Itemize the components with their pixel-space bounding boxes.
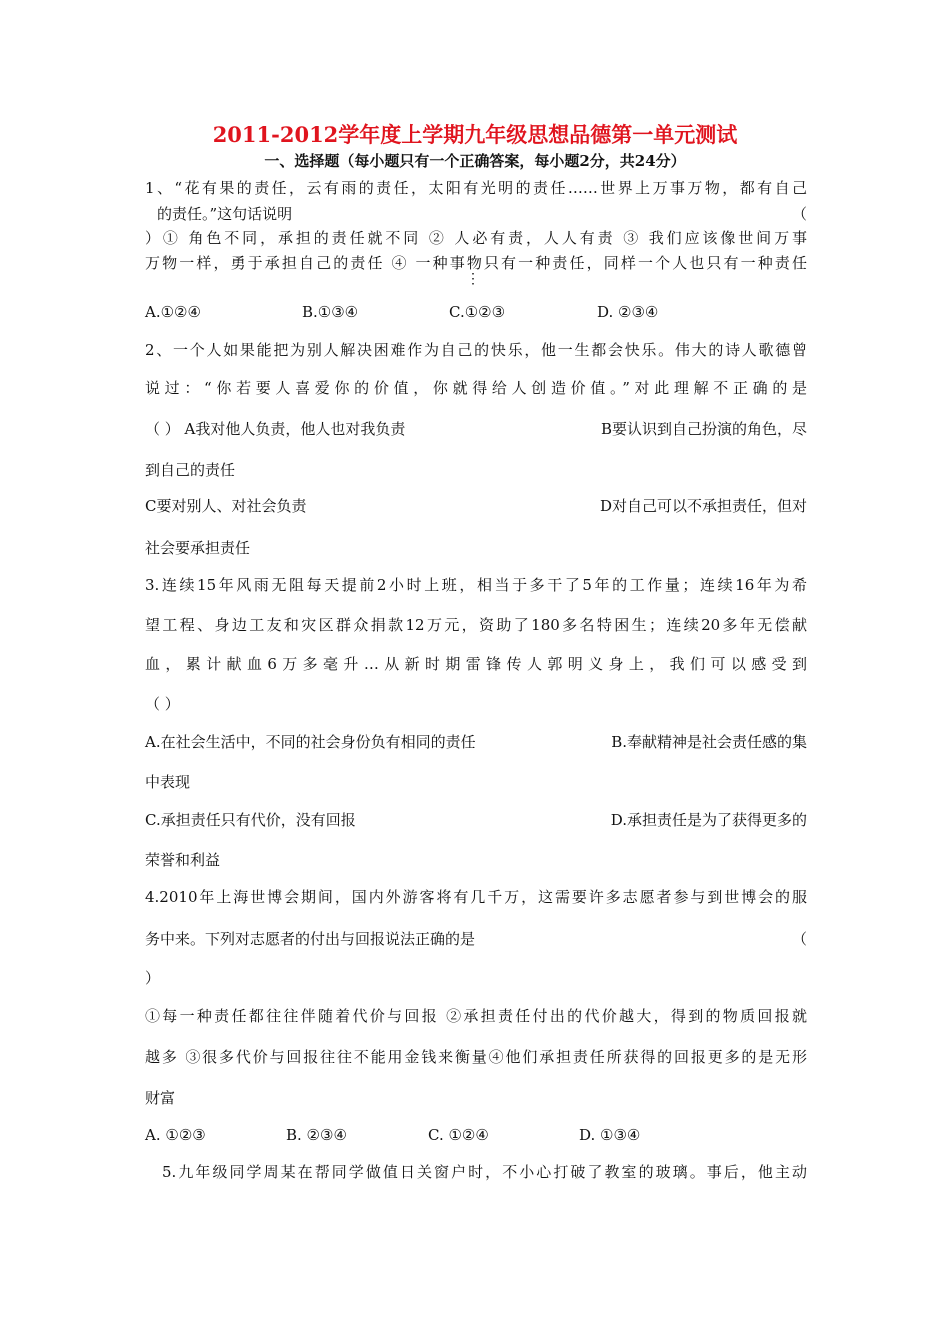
q4-option-c: C. ①②④ <box>428 1126 489 1144</box>
q3-line-8: 荣誉和利益 <box>145 851 221 869</box>
q3-option-b: B.奉献精神是社会责任感的集 <box>611 733 807 751</box>
exam-title: 2011-2012学年度上学期九年级思想品德第一单元测试 <box>212 122 738 147</box>
q3-line-3: 血，累计献血6万多毫升…从新时期雷锋传人郭明义身上，我们可以感受到 <box>145 655 807 673</box>
q2-option-c: C要对别人、对社会负责 <box>145 497 307 515</box>
q1-option-a: A.①②④ <box>145 303 201 321</box>
q4-answer-paren: （ <box>791 930 807 948</box>
q3-line-4: （ ） <box>145 695 180 713</box>
q4-line-5: 越多 ③很多代价与回报往往不能用金钱来衡量④他们承担责任所获得的回报更多的是无形 <box>145 1048 807 1066</box>
q4-line-3: ） <box>145 969 161 987</box>
q1-line-2 <box>145 203 807 225</box>
q2-line-1: 2、一个人如果能把为别人解决困难作为自己的快乐，他一生都会快乐。伟大的诗人歌德曾 <box>145 341 807 359</box>
q2-option-d: D对自己可以不承担责任，但对 <box>599 497 807 515</box>
q3-line-5 <box>145 731 807 753</box>
q2-line-5 <box>145 495 807 517</box>
q4-line-4: ①每一种责任都往往伴随着代价与回报 ②承担责任付出的代价越大，得到的物质回报就 <box>145 1007 807 1025</box>
q3-option-a: A.在社会生活中，不同的社会身份负有相同的责任 <box>145 733 476 751</box>
q1-line-4: 万物一样，勇于承担自己的责任 ④ 一种事物只有一种责任，同样一个人也只有一种责任 <box>145 254 807 272</box>
q1-option-c: C.①②③ <box>449 303 506 321</box>
q4-line-6: 财富 <box>145 1089 176 1107</box>
q5-line-1: 5.九年级同学周某在帮同学做值日关窗户时，不小心打破了教室的玻璃。事后，他主动 <box>162 1163 807 1181</box>
q4-line-1: 4.2010年上海世博会期间，国内外游客将有几千万，这需要许多志愿者参与到世博会的服 <box>145 888 807 906</box>
q1-stem-end: 的责任。”这句话说明 <box>157 205 293 223</box>
q3-line-7 <box>145 809 807 831</box>
q1-options <box>145 301 807 323</box>
q4-stem-end: 务中来。下列对志愿者的付出与回报说法正确的是 <box>145 930 476 948</box>
q4-option-b: B. ②③④ <box>286 1126 347 1144</box>
q1-line-3: ）① 角色不同，承担的责任就不同 ② 人必有责，人人有责 ③ 我们应该像世间万事 <box>145 229 807 247</box>
q2-option-a: （ ） A我对他人负责，他人也对我负责 <box>145 420 406 438</box>
q3-option-c: C.承担责任只有代价，没有回报 <box>145 811 356 829</box>
q3-line-1: 3.连续15年风雨无阻每天提前2小时上班，相当于多干了5年的工作量；连续16年为希 <box>145 576 807 594</box>
q1-answer-paren: （ <box>791 205 807 223</box>
q1-option-d: D. ②③④ <box>597 303 659 321</box>
q3-line-2: 望工程、身边工友和灾区群众捐款12万元，资助了180多名特困生；连续20多年无偿献 <box>145 616 807 634</box>
ellipsis-mark: ⋮ <box>466 271 480 287</box>
q2-line-3 <box>145 418 807 440</box>
q4-options <box>145 1124 807 1146</box>
q3-line-6: 中表现 <box>145 773 191 791</box>
q3-option-d: D.承担责任是为了获得更多的 <box>610 811 807 829</box>
q1-line-1: 1、“花有果的责任，云有雨的责任，太阳有光明的责任……世界上万事万物，都有自己 <box>145 179 807 197</box>
q4-line-2 <box>145 928 807 950</box>
q1-option-b: B.①③④ <box>302 303 359 321</box>
q4-option-d: D. ①③④ <box>579 1126 641 1144</box>
q4-option-a: A. ①②③ <box>145 1126 206 1144</box>
q2-option-b: B要认识到自己扮演的角色，尽 <box>600 420 807 438</box>
section-heading: 一、选择题（每小题只有一个正确答案，每小题2分，共24分） <box>264 152 686 170</box>
q2-line-4: 到自己的责任 <box>145 461 236 479</box>
q2-line-2: 说过：“你若要人喜爱你的价值，你就得给人创造价值。”对此理解不正确的是 <box>145 379 807 397</box>
q2-line-6: 社会要承担责任 <box>145 539 251 557</box>
